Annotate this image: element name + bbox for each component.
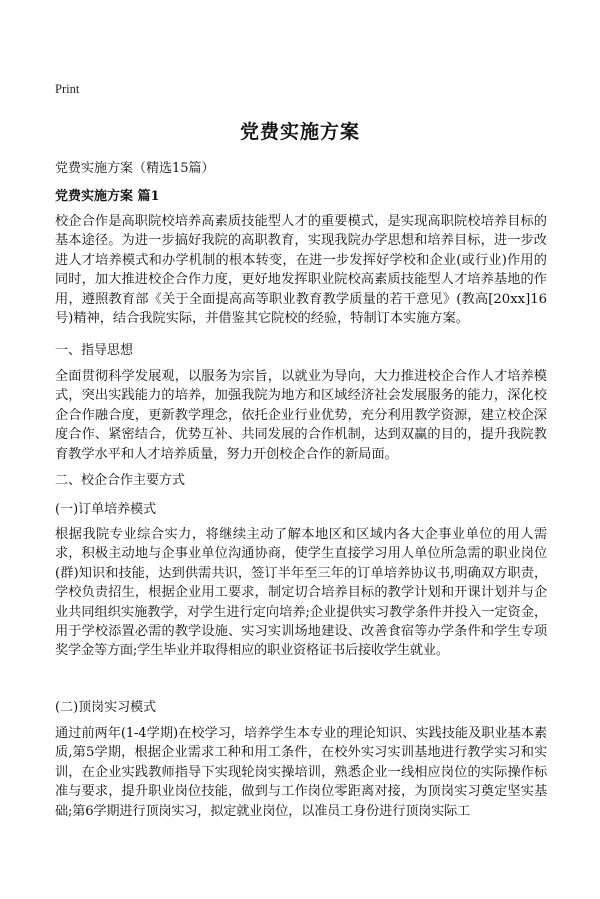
heading-cooperation-modes: 二、校企合作主要方式: [55, 473, 186, 488]
print-label: Print: [55, 82, 80, 96]
document-title: 党费实施方案: [239, 121, 360, 143]
guiding-thought-paragraph: 全面贯彻科学发展观，以服务为宗旨，以就业为导向，大力推进校企合作人才培养模式，突出实践能力的培养，加强我院为地方和区域经济社会发展服务的能力，深化校企合作融合度，更新教学理念，依托企业行业优势，充分利用教学资源，建立校企深度合作、紧密结合，优势互补、共同发展的合作机制，达到双赢的目的，提升我院教育教学水平和人才培养质量，努力开创校企合作的新局面。: [55, 369, 547, 462]
heading-order-training: (一)订单培养模式: [55, 502, 157, 517]
document-subtitle: 党费实施方案（精选15篇）: [55, 161, 215, 176]
order-training-paragraph: 根据我院专业综合实力，将继续主动了解本地区和区域内各大企事业单位的用人需求，积极主动地与企事业单位沟通协商，使学生直接学习用人单位所急需的职业岗位(群)知识和技能，达到供需共识，签订半年至三年的订单培养协议书,明确双方职责，学校负责招生，根据企业用工要求，制定切合培养目标的教学计划和开课计划并与企业共同组织实施教学，对学生进行定向培养;企业提供实习教学条件并投入一定资金，用于学校添置必需的教学设施、实习实训场地建设、改善食宿等办学条件和学生专项奖学金等方面;学生毕业并取得相应的职业资格证书后接收学生就业。: [55, 527, 547, 659]
internship-paragraph: 通过前两年(1-4学期)在校学习，培养学生本专业的理论知识、实践技能及职业基本素质,第5学期，根据企业需求工种和用工条件，在校外实习实训基地进行教学实习和实训，在企业实践教师指导下实现轮岗实操培训，熟悉企业一线相应岗位的实际操作标准与要求，提升职业岗位技能，做到与工作岗位零距离对接，为顶岗实习奠定坚实基础;第6学期进行顶岗实习，拟定就业岗位，以准员工身份进行顶岗实际工: [55, 726, 547, 819]
section-title: 党费实施方案 篇1: [55, 189, 160, 204]
heading-guiding-thought: 一、指导思想: [55, 343, 134, 358]
intro-paragraph: 校企合作是高职院校培养高素质技能型人才的重要模式，是实现高职院校培养目标的基本途径。为进一步搞好我院的高职教育，实现我院办学思想和培养目标，进一步改进人才培养模式和办学机制的根本转变，在进一步发挥好学校和企业(或行业)作用的同时，加大推进校企合作力度，更好地发挥职业院校高素质技能型人才培养基地的作用，遵照教育部《关于全面提高高等职业教育教学质量的若干意见》(教高[20xx]16号)精神，结合我院实际，并借鉴其它院校的经验，特制订本实施方案。: [55, 214, 547, 327]
heading-internship: (二)顶岗实习模式: [55, 700, 157, 715]
